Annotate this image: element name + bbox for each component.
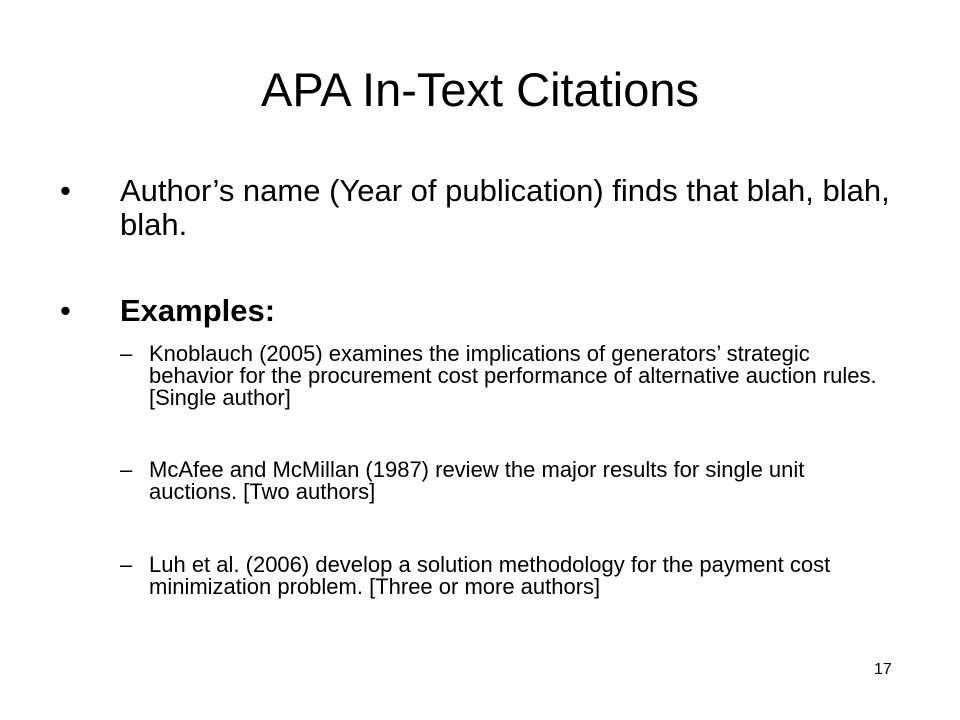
example-text: McAfee and McMillan (1987) review the major results for single unit auctions. [Two authors] <box>149 457 805 504</box>
example-two-authors <box>120 459 890 503</box>
example-text: Luh et al. (2006) develop a solution methodology for the payment cost minimization problem. [Three or more authors] <box>149 552 831 599</box>
bullet-marker: • <box>60 173 71 208</box>
bullet-text: Author’s name (Year of publication) finds that blah, blah, blah. <box>120 173 890 242</box>
dash-marker: – <box>120 552 133 577</box>
example-text: Knoblauch (2005) examines the implications of generators’ strategic behavior for the procurement cost performance of alternative auction rules. [Single author] <box>149 341 877 410</box>
dash-marker: – <box>120 457 133 482</box>
bullet-text: Examples: <box>120 293 276 328</box>
example-three-authors <box>120 554 890 598</box>
example-single-author <box>120 343 890 409</box>
page-number: 17 <box>874 661 892 678</box>
dash-marker: – <box>120 341 133 366</box>
bullet-item-examples <box>60 294 910 328</box>
bullet-item-author-format <box>60 174 910 242</box>
slide-title: APA In-Text Citations <box>261 63 699 116</box>
bullet-marker: • <box>60 293 71 328</box>
